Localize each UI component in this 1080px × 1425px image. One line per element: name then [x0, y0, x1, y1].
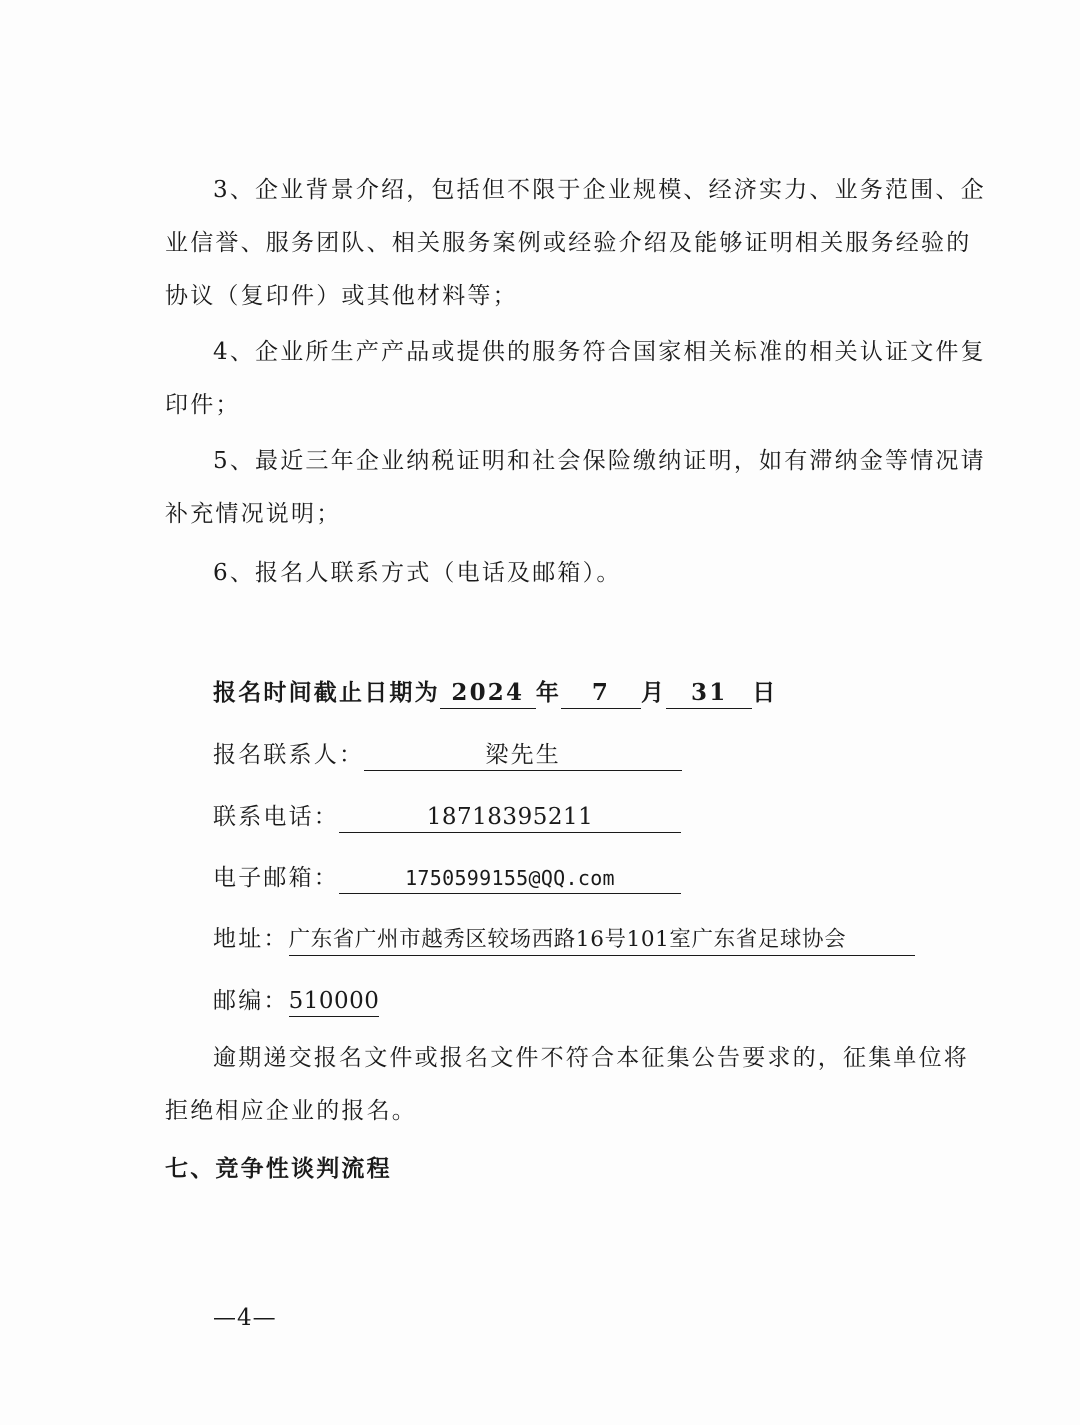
section-heading: 七、竞争性谈判流程 [165, 1155, 392, 1182]
item-3-line-1: 3、企业背景介绍，包括但不限于企业规模、经济实力、业务范围、企 [213, 177, 986, 203]
item-5-line-2: 补充情况说明； [165, 501, 342, 527]
deadline-line [213, 677, 777, 709]
contact-email-line [213, 862, 681, 894]
contact-person-line [213, 739, 682, 771]
notice-line-1: 逾期递交报名文件或报名文件不符合本征集公告要求的，征集单位将 [213, 1045, 969, 1071]
item-4-line-1: 4、企业所生产产品或提供的服务符合国家相关标准的相关认证文件复 [213, 339, 986, 365]
page-number: —4— [213, 1305, 277, 1331]
contact-phone-line [213, 801, 681, 833]
contact-postcode-line [213, 985, 379, 1017]
deadline-year-unit: 年 [535, 679, 562, 706]
notice-line-2: 拒绝相应企业的报名。 [165, 1098, 417, 1124]
contact-email-label: 电子邮箱： [213, 865, 339, 891]
item-5-line-1: 5、最近三年企业纳税证明和社会保险缴纳证明，如有滞纳金等情况请 [213, 448, 986, 474]
deadline-day: 31 [666, 678, 752, 709]
contact-postcode: 510000 [289, 986, 380, 1017]
contact-address-line [213, 923, 915, 956]
contact-address: 广东省广州市越秀区较场西路16号101室广东省足球协会 [289, 925, 915, 956]
contact-phone: 18718395211 [339, 802, 681, 833]
deadline-label: 报名时间截止日期为 [213, 679, 440, 706]
deadline-day-unit: 日 [752, 679, 778, 706]
deadline-year: 2024 [440, 678, 536, 709]
item-3-line-3: 协议（复印件）或其他材料等； [165, 283, 518, 309]
item-6-line-1: 6、报名人联系方式（电话及邮箱）。 [213, 560, 622, 586]
item-3-line-2: 业信誉、服务团队、相关服务案例或经验介绍及能够证明相关服务经验的 [165, 230, 972, 256]
item-4-line-2: 印件； [165, 392, 241, 418]
contact-email: 1750599155@QQ.com [339, 863, 681, 894]
contact-person-label: 报名联系人： [213, 742, 365, 768]
contact-address-label: 地址： [213, 926, 289, 952]
contact-postcode-label: 邮编： [213, 988, 289, 1014]
contact-person: 梁先生 [364, 740, 682, 771]
deadline-month-unit: 月 [641, 679, 667, 706]
deadline-month: 7 [561, 678, 641, 709]
contact-phone-label: 联系电话： [213, 804, 339, 830]
